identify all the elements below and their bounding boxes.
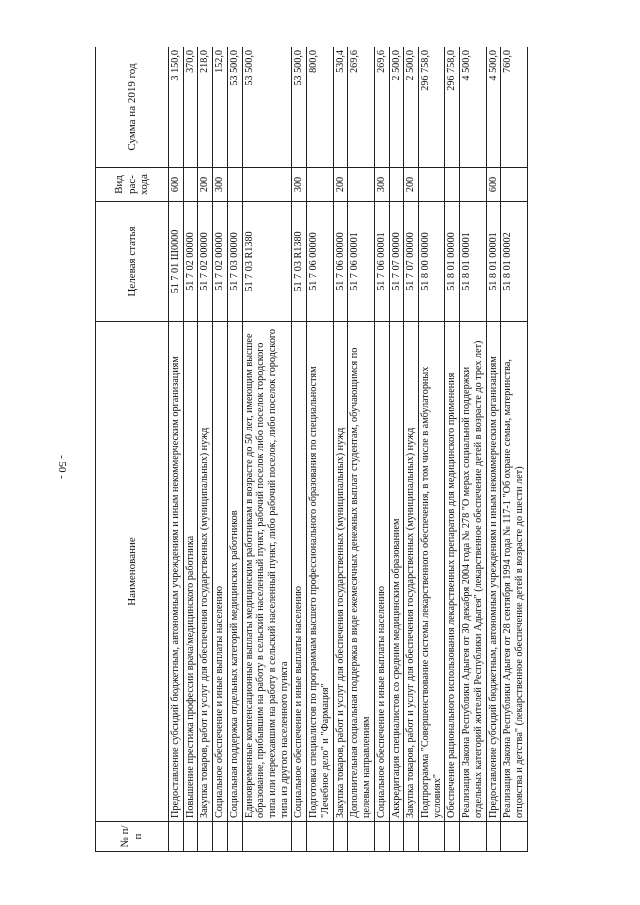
cell-name: Аккредитация специалистов со средним медицинским образованием [389, 322, 404, 822]
cell-vid [418, 168, 444, 202]
table-row [333, 47, 348, 852]
cell-no [486, 822, 501, 852]
cell-no [292, 822, 307, 852]
header-code: Целевая статья [96, 202, 169, 322]
cell-sum: 269,6 [348, 47, 374, 168]
cell-name: Единовременные компенсационные выплаты медицинским работникам в возрасте до 50 лет, имеющим высшее образование, прибывшим на работу в сельский населенный пункт, рабочий поселок либо поселок городского типа или переехавшим на работу в сельский населенный пункт, либо рабочий поселок, либо поселок городского типа из другого населенного пункта [242, 322, 292, 822]
cell-no [404, 822, 419, 852]
table-row [418, 47, 444, 852]
cell-sum: 3 150,0 [169, 47, 184, 168]
cell-sum: 218,0 [198, 47, 213, 168]
cell-no [333, 822, 348, 852]
cell-no [183, 822, 198, 852]
table-row [198, 47, 213, 852]
cell-code: 51 7 06 00001 [374, 202, 389, 322]
cell-code: 51 7 02 00000 [198, 202, 213, 322]
table-row [183, 47, 198, 852]
cell-name: Закупка товаров, работ и услуг для обеспечения государственных (муниципальных) нужд [404, 322, 419, 822]
cell-no [374, 822, 389, 852]
cell-no [501, 822, 527, 852]
cell-code: 51 7 02 00000 [213, 202, 228, 322]
table-row [501, 47, 527, 852]
rotated-table-area [95, 47, 585, 852]
cell-sum: 2 500,0 [389, 47, 404, 168]
cell-name: Социальное обеспечение и иные выплаты населению [292, 322, 307, 822]
cell-vid: 300 [374, 168, 389, 202]
cell-name: Закупка товаров, работ и услуг для обеспечения государственных (муниципальных) нужд [333, 322, 348, 822]
table-body [169, 47, 528, 852]
header-vid: Вид рас-хода [96, 168, 169, 202]
cell-sum: 370,0 [183, 47, 198, 168]
header-no: № п/п [96, 822, 169, 852]
cell-vid: 200 [333, 168, 348, 202]
cell-code: 51 7 03 00000 [227, 202, 242, 322]
cell-sum: 4 500,0 [486, 47, 501, 168]
table-row [169, 47, 184, 852]
cell-sum: 296 758,0 [418, 47, 444, 168]
cell-vid: 200 [404, 168, 419, 202]
cell-name: Предоставление субсидий бюджетным, автономным учреждениям и иным некоммерческим организациям [169, 322, 184, 822]
cell-vid: 600 [169, 168, 184, 202]
cell-vid [445, 168, 460, 202]
cell-vid [227, 168, 242, 202]
cell-vid [460, 168, 486, 202]
cell-vid [389, 168, 404, 202]
cell-code: 51 8 01 00001 [486, 202, 501, 322]
cell-no [460, 822, 486, 852]
cell-no [418, 822, 444, 852]
table-header-row [96, 47, 169, 852]
cell-name: Повышение престижа профессии врача/медицинского работника [183, 322, 198, 822]
cell-no [227, 822, 242, 852]
cell-code: 51 7 03 R1380 [292, 202, 307, 322]
cell-sum: 2 500,0 [404, 47, 419, 168]
table-row [445, 47, 460, 852]
cell-no [242, 822, 292, 852]
cell-name: Закупка товаров, работ и услуг для обеспечения государственных (муниципальных) нужд [198, 322, 213, 822]
cell-code: 51 7 01 Ш0000 [169, 202, 184, 322]
header-sum: Сумма на 2019 год [96, 47, 169, 168]
cell-name: Реализация Закона Республики Адыгея от 28 сентября 1994 года № 117-1 "Об охране семьи, материнства, отцовства и детства" (лекарственное обеспечение детей в возрасте до шести лет) [501, 322, 527, 822]
cell-name: Подпрограмма "Совершенствование системы лекарственного обеспечения, в том числе в амбулаторных условиях" [418, 322, 444, 822]
table-row [213, 47, 228, 852]
cell-vid [348, 168, 374, 202]
cell-name: Обеспечение рационального использования лекарственных препаратов для медицинского применения [445, 322, 460, 822]
cell-code: 51 7 02 00000 [183, 202, 198, 322]
cell-name: Реализация Закона Республики Адыгея от 30 декабря 2004 года № 278 "О мерах социальной поддержки отдельных категорий жителей Республики Адыгея" (лекарственное обеспечение детей в возрасте до трех лет) [460, 322, 486, 822]
cell-name: Подготовка специалистов по программам высшего профессионального образования по специальностям "Лечебное дело" и "Фармация" [307, 322, 333, 822]
cell-vid: 300 [213, 168, 228, 202]
cell-no [213, 822, 228, 852]
cell-sum: 530,4 [333, 47, 348, 168]
cell-name: Предоставление субсидий бюджетным, автономным учреждениям и иным некоммерческим организациям [486, 322, 501, 822]
cell-vid: 300 [292, 168, 307, 202]
cell-name: Дополнительная социальная поддержка в виде ежемесячных денежных выплат студентам, обучающимся по целевым направлениям [348, 322, 374, 822]
table-row [486, 47, 501, 852]
cell-sum: 269,6 [374, 47, 389, 168]
cell-code: 51 7 07 00000 [404, 202, 419, 322]
cell-sum: 760,0 [501, 47, 527, 168]
cell-name: Социальное обеспечение и иные выплаты населению [374, 322, 389, 822]
cell-name: Социальное обеспечение и иные выплаты населению [213, 322, 228, 822]
cell-vid [183, 168, 198, 202]
cell-vid: 200 [198, 168, 213, 202]
cell-sum: 296 758,0 [445, 47, 460, 168]
cell-code: 51 8 01 00000 [445, 202, 460, 322]
cell-no [348, 822, 374, 852]
cell-sum: 53 500,0 [227, 47, 242, 168]
cell-vid [307, 168, 333, 202]
table-row [242, 47, 292, 852]
cell-vid [242, 168, 292, 202]
cell-sum: 800,0 [307, 47, 333, 168]
cell-no [389, 822, 404, 852]
page-number-text: - 50 - [56, 455, 68, 479]
cell-code: 51 7 03 R1380 [242, 202, 292, 322]
cell-code: 51 8 00 00000 [418, 202, 444, 322]
cell-no [307, 822, 333, 852]
cell-code: 51 7 06 00000 [333, 202, 348, 322]
table-row [227, 47, 242, 852]
cell-sum: 4 500,0 [460, 47, 486, 168]
page-number [54, 452, 70, 482]
table-row [374, 47, 389, 852]
table-row [460, 47, 486, 852]
cell-code: 51 8 01 00001 [460, 202, 486, 322]
table-row [348, 47, 374, 852]
table-row [389, 47, 404, 852]
cell-code: 51 7 07 00000 [389, 202, 404, 322]
cell-name: Социальная поддержка отдельных категорий медицинских работников [227, 322, 242, 822]
cell-sum: 152,0 [213, 47, 228, 168]
cell-code: 51 7 06 00001 [348, 202, 374, 322]
cell-code: 51 8 01 00002 [501, 202, 527, 322]
header-name: Наименование [96, 322, 169, 822]
cell-no [169, 822, 184, 852]
cell-sum: 53 500,0 [242, 47, 292, 168]
table-row [404, 47, 419, 852]
budget-table [95, 47, 528, 852]
cell-vid [501, 168, 527, 202]
cell-no [198, 822, 213, 852]
cell-no [445, 822, 460, 852]
table-row [307, 47, 333, 852]
cell-sum: 53 500,0 [292, 47, 307, 168]
cell-code: 51 7 06 00000 [307, 202, 333, 322]
cell-vid: 600 [486, 168, 501, 202]
table-row [292, 47, 307, 852]
table-wrapper [95, 47, 585, 852]
